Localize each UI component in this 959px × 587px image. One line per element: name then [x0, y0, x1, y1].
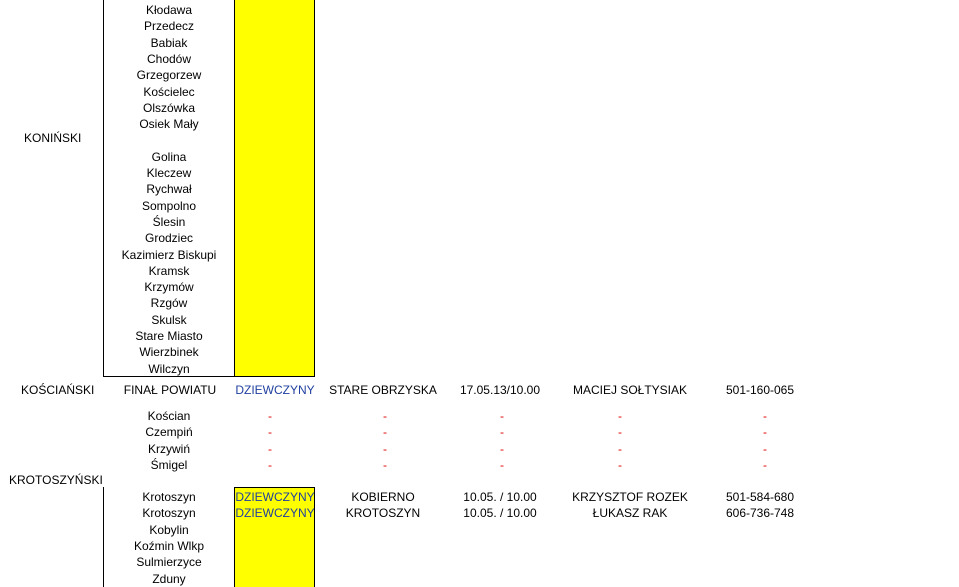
koscian-dash: - [618, 409, 622, 423]
krotoszyn-place [328, 554, 438, 570]
koscian-dash: - [383, 457, 387, 472]
krotoszyn-category: DZIEWCZYNY [235, 506, 315, 521]
krotoszyn-person [560, 522, 700, 538]
krotoszyn-phone: 501-584-680 [725, 490, 795, 504]
county-krotoszyn: KROTOSZYŃSKI [9, 473, 103, 487]
koscian-dash: - [763, 425, 767, 440]
konin-town: Rychwał [146, 182, 192, 197]
krotoszyn-town: Sulmierzyce [136, 555, 202, 570]
konin-town: Kłodawa [145, 3, 193, 17]
koscian-dash: - [618, 457, 622, 472]
koscian-dash: - [500, 457, 504, 472]
krotoszyn-date: 10.05. / 10.00 [463, 490, 537, 504]
county-koscian: KOŚCIAŃSKI [21, 383, 95, 397]
krotoszyn-date [450, 571, 550, 587]
krotoszyn-place: KROTOSZYN [345, 506, 421, 521]
county-konin: KONIŃSKI [24, 131, 82, 145]
koscian-dash: - [500, 441, 504, 456]
konin-town: Grzegorzew [136, 68, 202, 83]
krotoszyn-date: 10.05. / 10.00 [463, 506, 537, 521]
koscian-dash: - [268, 409, 272, 423]
koscian-dash: - [763, 409, 767, 423]
koscian-dash: - [500, 409, 504, 423]
konin-yellow-column [235, 0, 314, 376]
koscian-dash: - [763, 441, 767, 456]
krotoszyn-place [328, 538, 438, 554]
krotoszyn-category [230, 554, 320, 570]
konin-town: Rzgów [150, 296, 188, 311]
krotoszyn-place [328, 522, 438, 538]
koscian-dash: - [383, 425, 387, 440]
konin-town: Skulsk [151, 312, 187, 327]
krotoszyn-date [450, 538, 550, 554]
krotoszyn-town: Zduny [152, 571, 186, 586]
konin-town [104, 132, 234, 148]
koscian-final: FINAŁ POWIATU [123, 383, 217, 397]
krotoszyn-category [230, 522, 320, 538]
koscian-dash: - [618, 441, 622, 456]
koscian-dash: - [383, 409, 387, 423]
krotoszyn-phone [710, 554, 810, 570]
koscian-date: 17.05.13/10.00 [459, 383, 541, 397]
krotoszyn-place [328, 571, 438, 587]
krotoszyn-person: ŁUKASZ RAK [592, 506, 668, 521]
konin-town: Golina [151, 149, 187, 164]
koscian-dash: - [618, 425, 622, 440]
konin-town: Osiek Mały [139, 117, 199, 132]
konin-town: Przedecz [143, 19, 195, 34]
koscian-town: Kościan [147, 409, 191, 423]
konin-town: Kleczew [146, 166, 192, 180]
konin-town: Kościelec [143, 84, 195, 99]
konin-town: Stare Miasto [135, 329, 203, 343]
koscian-town: Krzywiń [147, 441, 190, 456]
koscian-dash: - [268, 425, 272, 440]
koscian-place: STARE OBRZYSKA [329, 383, 437, 397]
krotoszyn-date [450, 522, 550, 538]
konin-town: Chodów [146, 51, 192, 66]
krotoszyn-town: Kobylin [149, 522, 189, 537]
koscian-category: DZIEWCZYNY [235, 383, 315, 397]
koscian-dash: - [500, 425, 504, 440]
koscian-dash: - [763, 457, 767, 472]
konin-town: Wierzbinek [139, 345, 199, 360]
konin-town: Krzymów [144, 280, 194, 295]
konin-town: Wilczyn [148, 361, 190, 376]
koscian-town: Śmigel [150, 457, 188, 472]
krotoszyn-place: KOBIERNO [351, 490, 415, 504]
krotoszyn-category: DZIEWCZYNY [235, 490, 315, 504]
krotoszyn-phone [710, 522, 810, 538]
krotoszyn-person: KRZYSZTOF ROZEK [572, 490, 688, 504]
konin-town: Babiak [150, 35, 188, 50]
krotoszyn-date [450, 554, 550, 570]
koscian-phone: 501-160-065 [725, 383, 795, 397]
koscian-dash: - [268, 457, 272, 472]
konin-town: Ślesin [152, 214, 186, 229]
krotoszyn-town: Koźmin Wlkp [133, 538, 204, 553]
krotoszyn-phone [710, 538, 810, 554]
krotoszyn-town: Krotoszyn [142, 506, 196, 521]
krotoszyn-phone: 606-736-748 [725, 506, 795, 521]
konin-town: Kazimierz Biskupi [121, 247, 217, 262]
krotoszyn-person [560, 554, 700, 570]
koscian-dash: - [383, 441, 387, 456]
koscian-dash: - [268, 441, 272, 456]
konin-town: Grodziec [144, 231, 194, 246]
krotoszyn-person [560, 538, 700, 554]
krotoszyn-town: Krotoszyn [142, 490, 196, 504]
krotoszyn-phone [710, 571, 810, 587]
konin-town: Olszówka [142, 100, 195, 115]
konin-town: Sompolno [141, 198, 197, 213]
krotoszyn-person [560, 571, 700, 587]
krotoszyn-category [230, 571, 320, 587]
koscian-town: Czempiń [145, 425, 193, 440]
konin-town: Kramsk [148, 263, 190, 278]
koscian-person: MACIEJ SOŁTYSIAK [572, 383, 688, 397]
krotoszyn-category [230, 538, 320, 554]
